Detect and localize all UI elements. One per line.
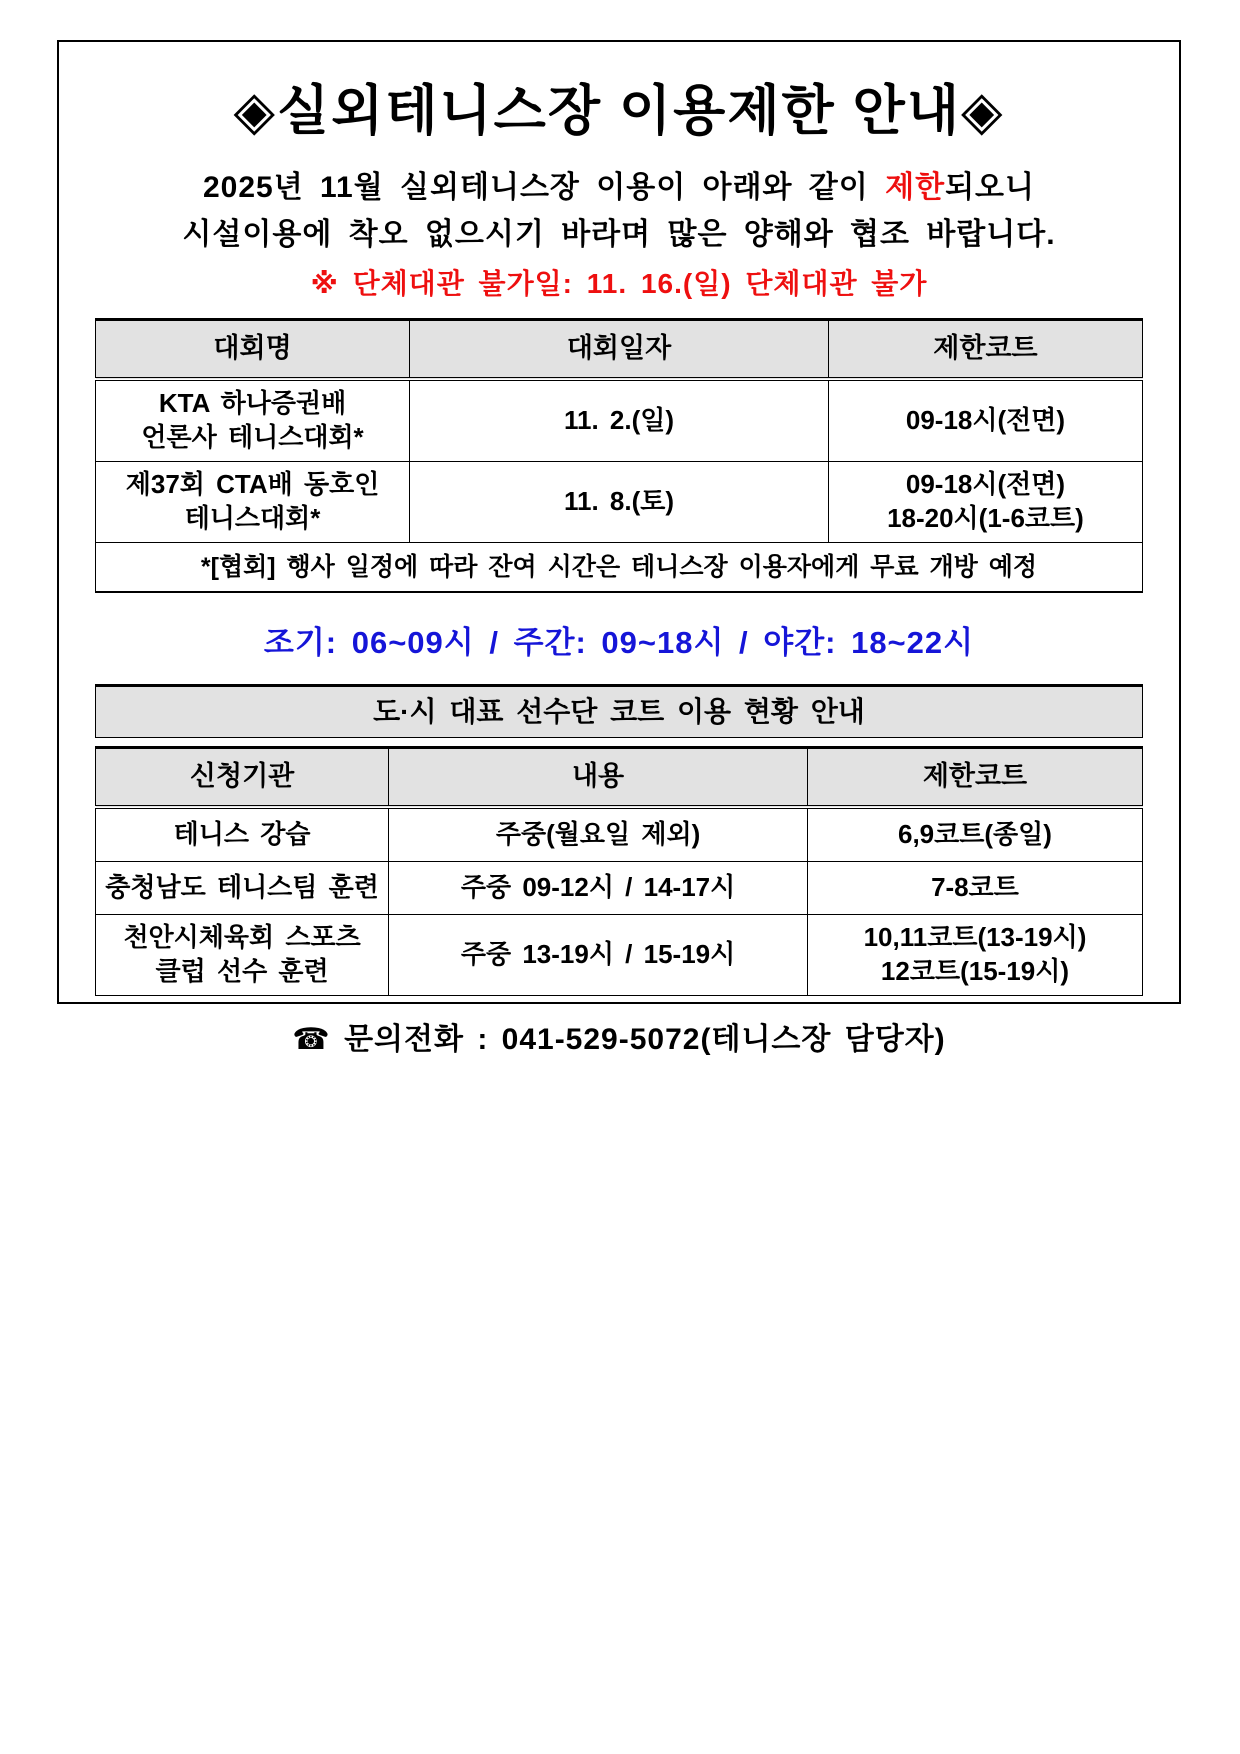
intro-paragraph	[95, 165, 1143, 258]
table-row	[96, 379, 1143, 462]
section2-title-bar: 도·시 대표 선수단 코트 이용 현황 안내	[95, 684, 1143, 738]
contact-line	[95, 1014, 1143, 1058]
team-usage-table-header-row	[96, 748, 1143, 808]
competition-table	[95, 318, 1143, 593]
cell-line: 09-18시(전면)	[905, 469, 1066, 500]
column-header-competition-date: 대회일자	[410, 320, 829, 380]
competition-date-cell: 11. 2.(일)	[410, 379, 829, 462]
group-rental-notice: ※ 단체대관 불가일: 11. 16.(일) 단체대관 불가	[310, 268, 928, 299]
cell-line: 제37회 CTA배 동호인	[125, 469, 380, 500]
table-footnote-row	[96, 543, 1143, 593]
column-header-competition-name: 대회명	[96, 320, 410, 380]
column-header-restricted-court: 제한코트	[807, 748, 1142, 808]
intro-line1-pre: 2025년 11월 실외테니스장 이용이 아래와 같이	[202, 171, 886, 204]
restricted-court-cell: 7-8코트	[807, 862, 1142, 915]
intro-line1-highlight: 제한	[885, 171, 946, 204]
table-row	[96, 862, 1143, 915]
column-header-restricted-court: 제한코트	[828, 320, 1142, 380]
cell-line: 클럽 선수 훈련	[155, 956, 329, 986]
content-cell: 주중(월요일 제외)	[389, 807, 808, 862]
cell-line: 12코트(15-19시)	[880, 956, 1070, 986]
applicant-org-cell: 테니스 강습	[96, 807, 389, 862]
cell-line: 18-20시(1-6코트)	[887, 503, 1084, 533]
table-row	[96, 915, 1143, 996]
restricted-court-cell	[807, 915, 1142, 996]
cell-line: 테니스대회*	[184, 503, 321, 533]
table-row	[96, 462, 1143, 543]
table-row	[96, 807, 1143, 862]
phone-icon: ☎	[292, 1023, 331, 1056]
content-cell: 주중 13-19시 / 15-19시	[389, 915, 808, 996]
restricted-court-cell: 09-18시(전면)	[828, 379, 1142, 462]
competition-date-cell: 11. 8.(토)	[410, 462, 829, 543]
restricted-court-cell: 6,9코트(종일)	[807, 807, 1142, 862]
contact-text: 문의전화 : 041-529-5072(테니스장 담당자)	[344, 1023, 946, 1056]
competition-table-header-row	[96, 320, 1143, 380]
applicant-org-cell: 충청남도 테니스팀 훈련	[96, 862, 389, 915]
cell-line: 천안시체육회 스포츠	[123, 922, 361, 953]
column-header-applicant-org: 신청기관	[96, 748, 389, 808]
session-times-line: 조기: 06~09시 / 주간: 09~18시 / 야간: 18~22시	[263, 625, 975, 660]
column-header-content: 내용	[389, 748, 808, 808]
cell-line: KTA 하나증권배	[158, 388, 347, 419]
team-usage-table	[95, 746, 1143, 996]
intro-line1-post: 되오니	[945, 171, 1036, 204]
notice-border-frame	[57, 40, 1181, 1056]
content-cell: 주중 09-12시 / 14-17시	[389, 862, 808, 915]
cell-line: 10,11코트(13-19시)	[863, 922, 1087, 953]
page-title: ◈실외테니스장 이용제한 안내◈	[233, 81, 1005, 141]
competition-name-cell	[96, 379, 410, 462]
restricted-court-cell	[828, 462, 1142, 543]
competition-name-cell	[96, 462, 410, 543]
table-footnote: *[협회] 행사 일정에 따라 잔여 시간은 테니스장 이용자에게 무료 개방 예정	[96, 543, 1143, 593]
applicant-org-cell	[96, 915, 389, 996]
cell-line: 언론사 테니스대회*	[141, 422, 364, 452]
intro-line2: 시설이용에 착오 없으시기 바라며 많은 양해와 협조 바랍니다.	[182, 217, 1056, 251]
